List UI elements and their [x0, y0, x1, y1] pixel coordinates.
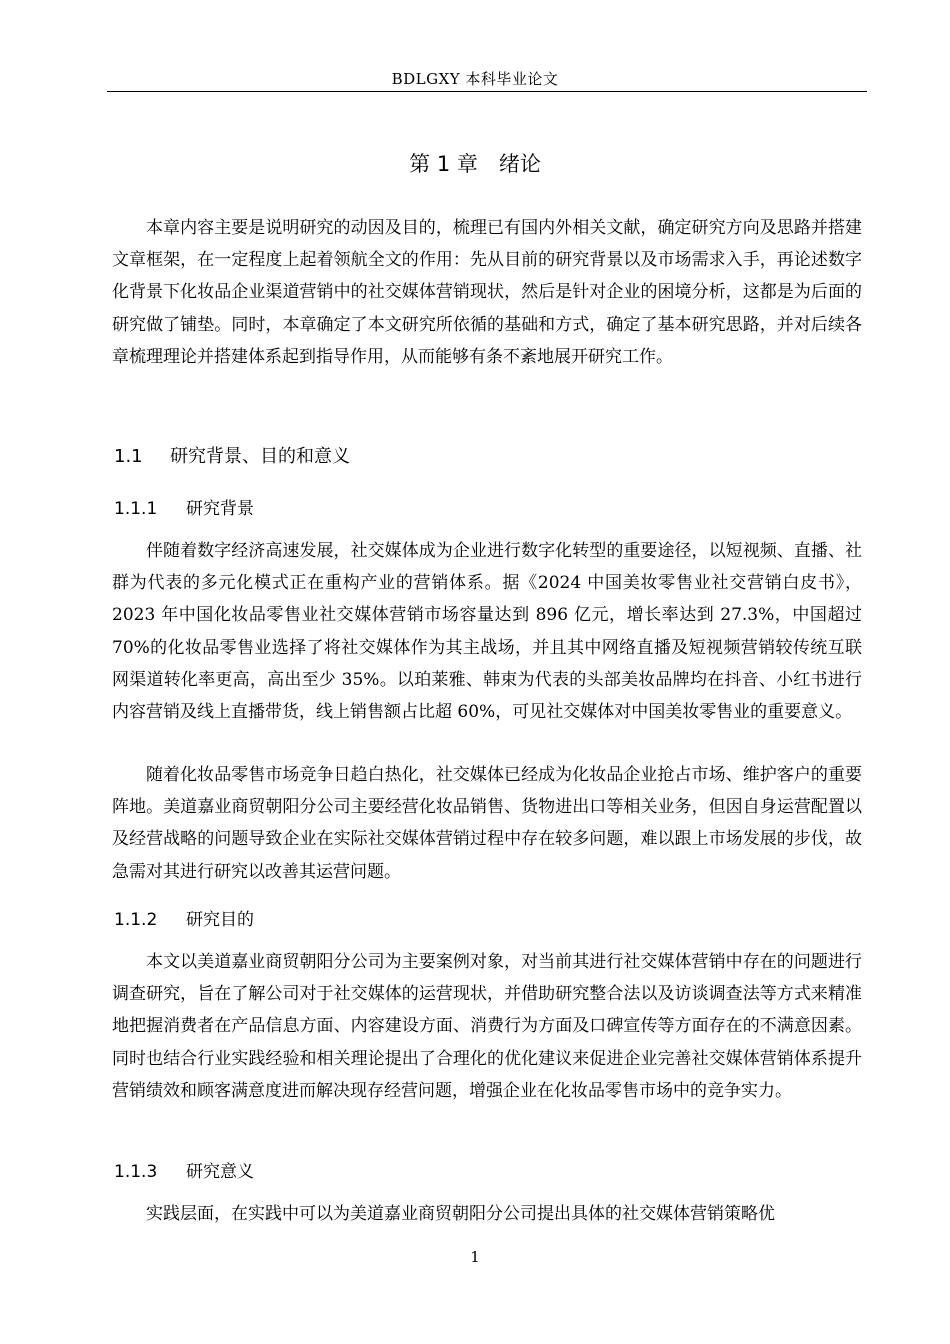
subsection-heading-1-1-1: [114, 494, 254, 519]
subsection-title: 研究意义: [186, 1162, 254, 1182]
subsection-title: 研究目的: [186, 910, 254, 930]
section-number: 1.1: [114, 446, 143, 467]
subsection-number: 1.1.1: [114, 499, 158, 519]
section-title: 研究背景、目的和意义: [170, 446, 350, 467]
chapter-title: 第 1 章 绪论: [409, 152, 541, 176]
subsection-heading-1-1-2: [114, 905, 254, 930]
running-header: BDLGXY 本科毕业论文: [391, 70, 559, 88]
subsection-title: 研究背景: [186, 499, 254, 519]
chapter-intro-paragraph: 本章内容主要是说明研究的动因及目的，梳理已有国内外相关文献，确定研究方向及思路并搭建文章框架，在一定程度上起着领航全文的作用：先从目前的研究背景以及市场需求入手，再论述数字化背景下化妆品企业渠道营销中的社交媒体营销现状，然后是针对企业的困境分析，这都是为后面的研究做了铺垫。同时，本章确定了本文研究所依循的基础和方式，确定了基本研究思路，并对后续各章梳理理论并搭建体系起到指导作用，从而能够有条不紊地展开研究工作。: [112, 218, 862, 367]
subsection-heading-1-1-3: [114, 1157, 254, 1182]
section-heading-1-1: [114, 442, 350, 468]
page-number: 1: [470, 1248, 480, 1266]
background-paragraph-2: 随着化妆品零售市场竞争日趋白热化，社交媒体已经成为化妆品企业抢占市场、维护客户的重要阵地。美道嘉业商贸朝阳分公司主要经营化妆品销售、货物进出口等相关业务，但因自身运营配置以及经营战略的问题导致企业在实际社交媒体营销过程中存在较多问题，难以跟上市场发展的步伐，故急需对其进行研究以改善其运营问题。: [112, 765, 862, 882]
purpose-paragraph: 本文以美道嘉业商贸朝阳分公司为主要案例对象，对当前其进行社交媒体营销中存在的问题进行调查研究，旨在了解公司对于社交媒体的运营现状，并借助研究整合法以及访谈调查法等方式来精准地把握消费者在产品信息方面、内容建设方面、消费行为方面及口碑宣传等方面存在的不满意因素。同时也结合行业实践经验和相关理论提出了合理化的优化建议来促进企业完善社交媒体营销体系提升营销绩效和顾客满意度进而解决现存经营问题，增强企业在化妆品零售市场中的竞争实力。: [112, 952, 862, 1101]
significance-paragraph: 实践层面，在实践中可以为美道嘉业商贸朝阳分公司提出具体的社交媒体营销策略优: [146, 1204, 775, 1224]
background-paragraph-1: 伴随着数字经济高速发展，社交媒体成为企业进行数字化转型的重要途径，以短视频、直播、社群为代表的多元化模式正在重构产业的营销体系。据《2024 中国美妆零售业社交营销白皮书》，2023 年中国化妆品零售业社交媒体营销市场容量达到 896 亿元，增长率达到 27.3%，中国超过 70%的化妆品零售业选择了将社交媒体作为其主战场，并且其中网络直播及短视频营销较传统互联网渠道转化率更高，高出至少 35%。以珀莱雅、韩束为代表的头部美妆品牌均在抖音、小红书进行内容营销及线上直播带货，线上销售额占比超 60%，可见社交媒体对中国美妆零售业的重要意义。: [112, 541, 862, 723]
subsection-number: 1.1.2: [114, 910, 158, 930]
subsection-number: 1.1.3: [114, 1162, 158, 1182]
header-divider: [107, 91, 867, 92]
